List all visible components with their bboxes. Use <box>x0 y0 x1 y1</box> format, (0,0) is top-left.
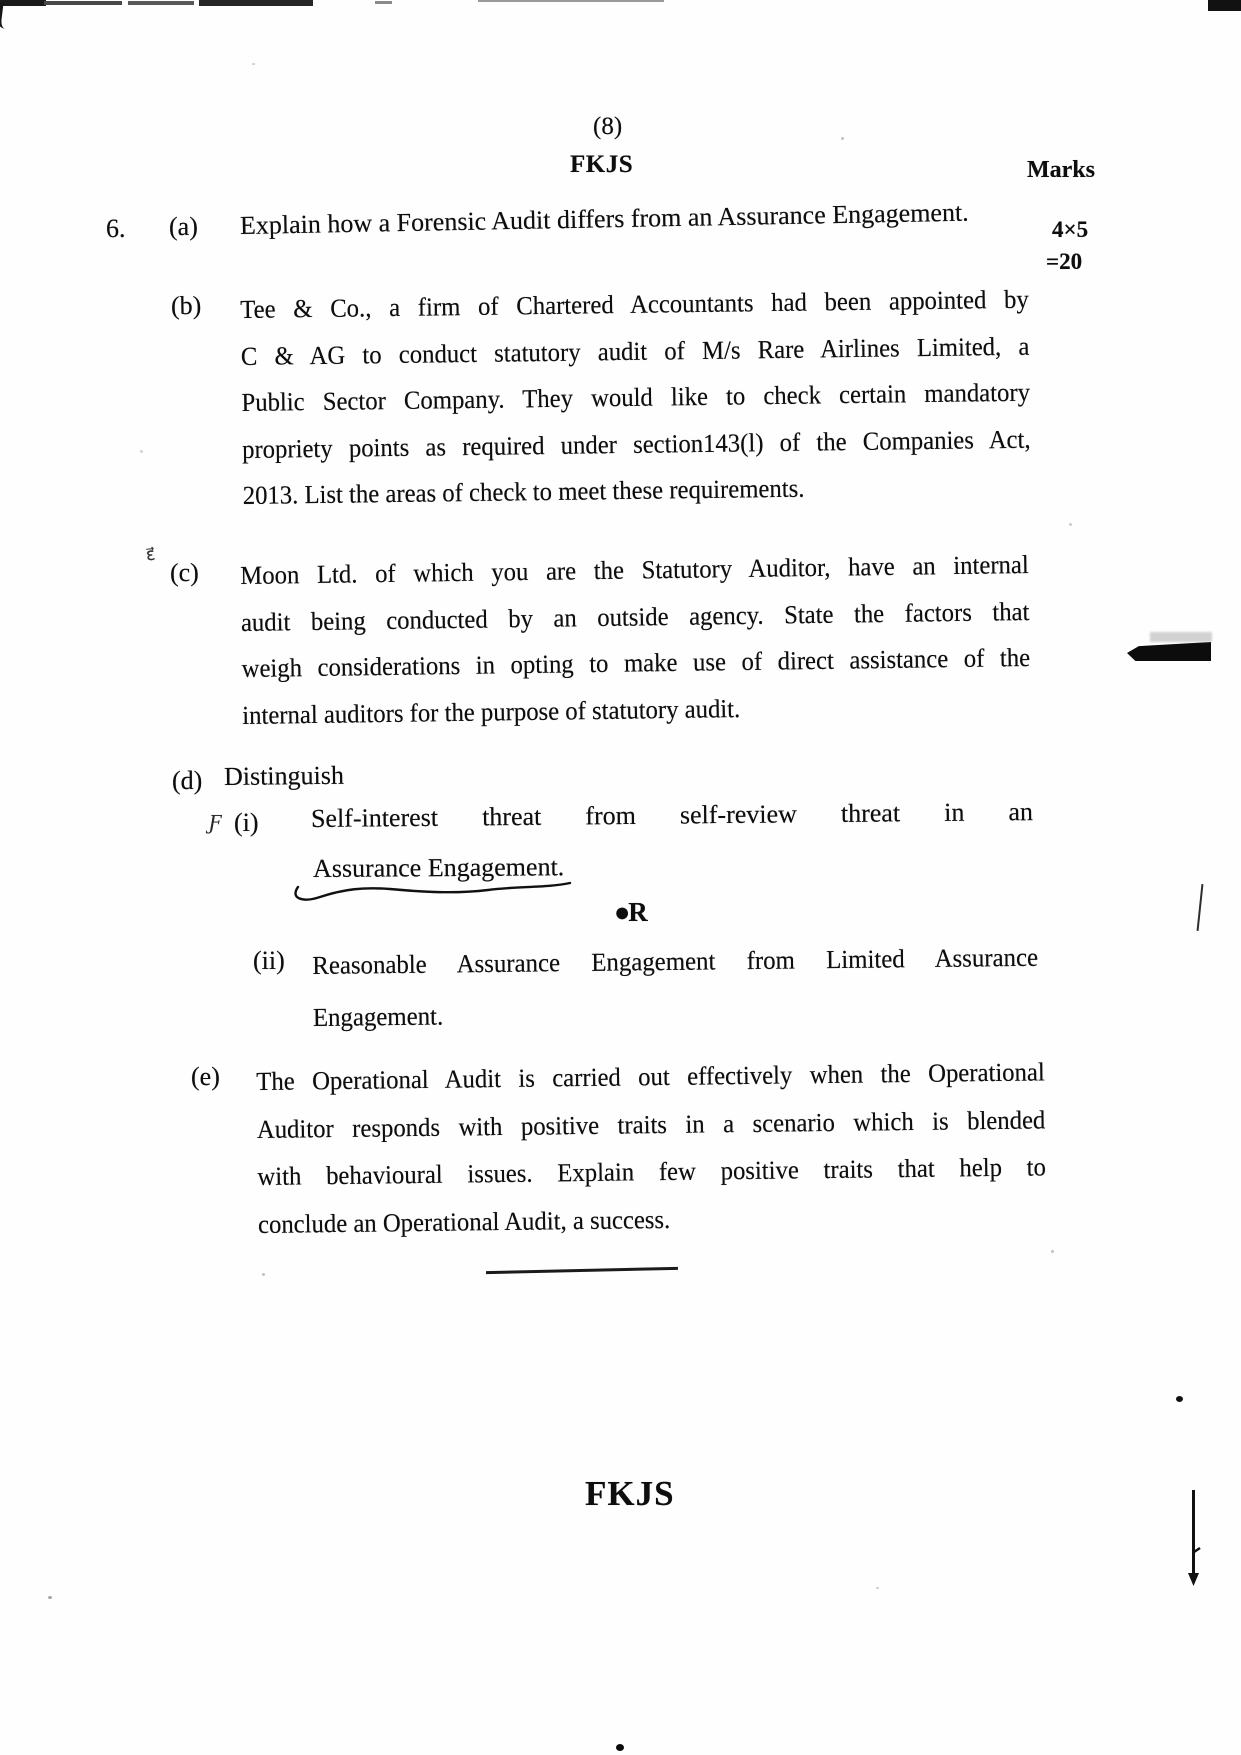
word: an <box>1008 797 1034 827</box>
paper-speck <box>876 1587 879 1589</box>
scan-blob-artifact <box>1127 642 1211 661</box>
part-c-label: (c) <box>169 557 200 588</box>
part-d-title: Distinguish <box>223 760 345 791</box>
scan-edge-artifact <box>199 0 313 6</box>
question-number: 6. <box>106 214 126 243</box>
wavy-underline <box>288 874 578 906</box>
part-e-line: conclude an Operational Audit, a success. <box>257 1204 671 1239</box>
part-b-label: (b) <box>170 290 202 321</box>
part-c-line: weigh considerations in opting to make use of direct assistance of the <box>241 642 1031 683</box>
scan-edge-artifact <box>375 1 392 4</box>
scan-corner-hook <box>0 2 16 30</box>
part-b-line: propriety points as required under section143(l) of the Companies Act, <box>241 424 1031 464</box>
down-arrow-pen-mark <box>1185 1488 1207 1590</box>
paper-speck <box>841 137 844 140</box>
part-a-label: (a) <box>169 212 198 241</box>
ink-dot <box>616 1744 624 1751</box>
paper-speck <box>1069 523 1072 526</box>
part-c-line: internal auditors for the purpose of statutory audit. <box>242 693 741 730</box>
part-d-ii-line: Engagement. <box>312 1001 444 1032</box>
word: in <box>943 797 965 827</box>
part-d-i-label: (i) <box>234 808 259 837</box>
part-d-i-line2: Assurance Engagement. <box>312 852 565 883</box>
part-d-ii-label: (ii) <box>253 946 285 975</box>
paper-speck <box>262 1273 265 1276</box>
part-e-line: with behavioural issues. Explain few positive traits that help to <box>257 1152 1047 1191</box>
scan-corner-artifact <box>1208 0 1241 11</box>
paper-speck <box>252 63 255 65</box>
page-number: (8) <box>593 113 623 140</box>
marks-value-line1: 4×5 <box>1052 217 1089 242</box>
word: self-review <box>679 799 798 830</box>
word: threat <box>840 798 901 828</box>
paper-code-footer: FKJS <box>585 1474 675 1513</box>
part-b-line: Tee & Co., a firm of Chartered Accountants had been appointed by <box>240 284 1029 324</box>
part-e-label: (e) <box>191 1062 220 1091</box>
part-e-line: The Operational Audit is carried out effectively when the Operational <box>256 1057 1045 1096</box>
ink-dot <box>1176 1396 1183 1402</box>
part-b-line: Public Sector Company. They would like to check certain mandatory <box>241 377 1031 417</box>
part-c-line: Moon Ltd. of which you are the Statutory Auditor, have an internal <box>240 549 1029 590</box>
pen-mark-before-c: ε⃗ <box>144 544 157 565</box>
paper-code-header: FKJS <box>570 151 634 178</box>
scan-edge-artifact <box>478 0 664 2</box>
part-e-paragraph <box>256 1048 1047 1248</box>
paper-speck <box>140 450 143 453</box>
part-d-i-justified-line <box>311 797 1033 834</box>
part-a-text: Explain how a Forensic Audit differs from an Assurance Engagement. <box>239 197 969 240</box>
part-e-line: Auditor responds with positive traits in a scenario which is blended <box>256 1104 1046 1144</box>
scan-edge-artifact <box>44 1 122 5</box>
part-b-line: C & AG to conduct statutory audit of M/s Rare Airlines Limited, a <box>240 331 1030 371</box>
part-d-label: (d) <box>172 766 203 795</box>
word: threat <box>481 801 542 832</box>
paper-speck <box>1051 1250 1054 1253</box>
part-d-ii-paragraph <box>312 932 1039 1044</box>
marks-value-line2: =20 <box>1046 249 1083 274</box>
scan-blob-noise <box>1150 632 1212 642</box>
word: Self-interest <box>310 802 439 833</box>
marks-column-header: Marks <box>1027 157 1095 183</box>
part-b-paragraph <box>240 277 1031 520</box>
part-b-line: 2013. List the areas of check to meet these requirements. <box>242 473 805 510</box>
or-separator: ●R <box>614 897 646 927</box>
scan-stroke-artifact <box>1197 884 1204 931</box>
section-divider-rule <box>486 1267 678 1274</box>
word: from <box>585 800 637 831</box>
part-c-line: audit being conducted by an outside agency. State the factors that <box>240 596 1030 637</box>
scan-edge-artifact <box>128 1 194 5</box>
part-d-ii-line: Reasonable Assurance Engagement from Limited Assurance <box>312 942 1039 980</box>
paper-speck <box>48 1596 52 1599</box>
print-smudge-before-i: Ƒ <box>209 810 222 834</box>
part-c-paragraph <box>240 542 1031 739</box>
